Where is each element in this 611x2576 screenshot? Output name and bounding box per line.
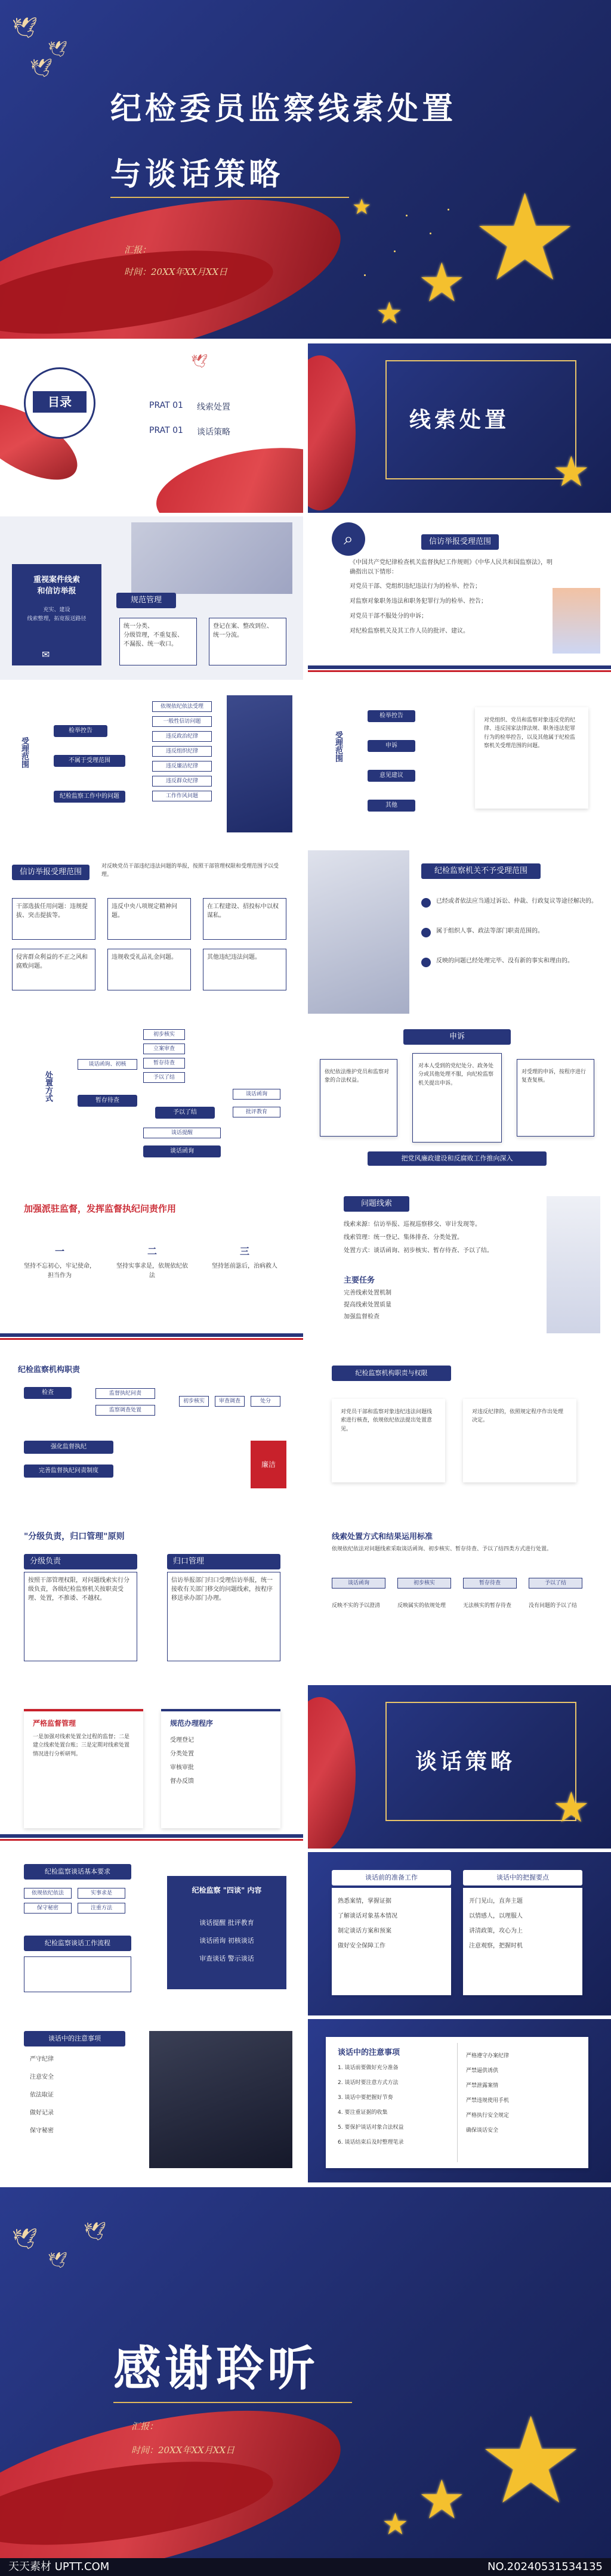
red-ribbon bbox=[308, 1697, 356, 1849]
s16-step: 暂存待查 bbox=[463, 1578, 517, 1589]
s12-sub-item: 完善线索处置机制 bbox=[344, 1290, 391, 1296]
s7-card: 违反中央八项规定精神问题。 bbox=[107, 898, 191, 940]
s12-sub-item: 提高线索处置质量 bbox=[344, 1302, 391, 1308]
s12-item: 线索管理：统一登记、集体排查、分类处置。 bbox=[344, 1234, 463, 1241]
s16-result: 反映不实的予以澄清 bbox=[332, 1603, 381, 1609]
s12-title: 问题线索 bbox=[344, 1196, 409, 1212]
s16-title: 线索处置方式和结果运用标准 bbox=[332, 1532, 433, 1541]
s17-right-item: 督办反馈 bbox=[170, 1778, 194, 1785]
s20-right-item: 讲清政策，攻心为上 bbox=[469, 1928, 523, 1934]
s5-item: 工作作风问题 bbox=[152, 791, 212, 801]
s22-right-item: 确保谈话安全 bbox=[466, 2128, 499, 2134]
s12-item: 处置方式：谈话函询、初步核实、暂存待查、予以了结。 bbox=[344, 1247, 493, 1254]
s7-title: 信访举报受理范围 bbox=[12, 865, 90, 880]
cover-slide bbox=[0, 0, 611, 339]
toc-item-1-label[interactable]: 线索处置 bbox=[197, 402, 230, 412]
toc-item-2-label[interactable]: 谈话策略 bbox=[197, 428, 230, 437]
s4-bullet-3: 对党员干部不服处分的申诉； bbox=[350, 613, 427, 620]
s5-item: 违反政治纪律 bbox=[152, 731, 212, 742]
ending-slide bbox=[0, 2187, 611, 2558]
s13-bar-1: 强化监督执纪 bbox=[24, 1441, 113, 1454]
s6-pill-1: 检举控告 bbox=[368, 710, 415, 722]
footer-site: 天天素材 UPTT.COM bbox=[8, 2560, 110, 2573]
gold-divider bbox=[113, 2402, 352, 2403]
s11-number-2: 二 bbox=[147, 1246, 157, 1257]
slide-15 bbox=[0, 1518, 303, 1682]
toc-item-2-num: PRAT 01 bbox=[149, 426, 183, 435]
s16-result: 反映属实的依规处理 bbox=[397, 1603, 446, 1609]
s5-item: 违反廉洁纪律 bbox=[152, 761, 212, 772]
s9-item: 立案审查 bbox=[143, 1044, 185, 1054]
s5-vert-label: 受理范围 bbox=[20, 737, 29, 768]
s20-left-item: 做好安全保障工作 bbox=[338, 1943, 385, 1949]
dove-icon: 🕊 bbox=[48, 41, 68, 58]
s10-left-text: 依纪依法维护党员和监察对象的合法权益。 bbox=[325, 1069, 390, 1084]
s5-pill-1: 检举控告 bbox=[54, 725, 107, 737]
envelope-icon: ✉ bbox=[42, 649, 50, 660]
bottom-bar bbox=[308, 665, 611, 669]
s3-box-2: 登记在案、整改到位、 统一分流。 bbox=[209, 618, 286, 665]
s6-desc: 对党组织、党员和监察对象违反党的纪律、违反国家法律法规、职务违法犯罪行为的检举控告，以及其他属于纪检监察机关受理范围的问题。 bbox=[484, 717, 576, 750]
slide-3 bbox=[0, 516, 303, 680]
s3-box-1: 统一分类、 分级管理，不重复报、 不漏报、统一收口。 bbox=[119, 618, 197, 665]
s8-title: 纪检监察机关不予受理范围 bbox=[421, 863, 541, 879]
s7-card: 其他违纪违法问题。 bbox=[203, 949, 286, 990]
red-ribbon bbox=[150, 435, 303, 513]
star-icon: ★ bbox=[553, 1783, 590, 1832]
s5-item: 违反组织纪律 bbox=[152, 746, 212, 757]
section1-slide bbox=[308, 343, 611, 513]
s13-node: 检查 bbox=[24, 1387, 72, 1399]
section2-slide bbox=[308, 1685, 611, 1849]
s8-item: 反映的问题已经处理完毕、没有新的事实和理由的。 bbox=[436, 958, 573, 964]
s9-pill-1: 谈话函询、初核 bbox=[78, 1059, 137, 1070]
s22-right-item: 严禁逼供诱供 bbox=[466, 2068, 499, 2074]
s14-title: 纪检监察机构职责与权限 bbox=[332, 1366, 451, 1381]
s17-title: 严格监督管理 bbox=[33, 1719, 76, 1727]
s22-left-item: 2. 谈话时要注意方式方法 bbox=[338, 2080, 399, 2086]
city-illustration bbox=[553, 588, 600, 654]
s17-right-item: 分类处置 bbox=[170, 1751, 194, 1757]
s10-bottom: 把党风廉政建设和反腐败工作推向深入 bbox=[368, 1151, 547, 1166]
search-icon: ⌕ bbox=[332, 522, 365, 556]
s11-title: 加强派驻监督，发挥监督执纪问责作用 bbox=[24, 1203, 177, 1214]
bottom-red-bar bbox=[0, 1338, 303, 1340]
s21-item: 做好记录 bbox=[30, 2110, 54, 2116]
s22-title: 谈话中的注意事项 bbox=[338, 2048, 400, 2057]
slide-7 bbox=[0, 850, 303, 1014]
cover-reporter: 汇报： bbox=[124, 244, 152, 255]
s22-right-item: 严禁违规使用手机 bbox=[466, 2098, 510, 2104]
s19-card-item: 审查谈话 警示谈话 bbox=[199, 1955, 254, 1962]
s16-desc: 依规依纪依法对问题线索采取谈话函询、初步核实、暂存待查、予以了结四类方式进行处置。 bbox=[332, 1546, 553, 1552]
s4-text: 《中国共产党纪律检查机关监督执纪工作规则》《中华人民共和国监察法》，明确指出以下情形： bbox=[350, 559, 553, 575]
s19-item: 依规依纪依法 bbox=[24, 1888, 72, 1899]
dove-icon: 🕊 bbox=[12, 16, 38, 40]
s4-bullet-4: 对纪检监察机关及其工作人员的批评、建议。 bbox=[350, 628, 469, 634]
slide-20 bbox=[308, 1852, 611, 2015]
s4-title: 信访举报受理范围 bbox=[421, 534, 499, 550]
s13-node: 初步核实 bbox=[179, 1396, 209, 1407]
s13-bar-2: 完善监督执纪问责制度 bbox=[24, 1465, 113, 1478]
dove-icon: 🕊 bbox=[12, 2227, 38, 2251]
s7-card: 违规收受礼品礼金问题。 bbox=[107, 949, 191, 990]
ending-reporter: 汇报： bbox=[131, 2421, 159, 2432]
section1-title: 线索处置 bbox=[409, 407, 510, 432]
section2-title: 谈话策略 bbox=[415, 1749, 516, 1774]
s6-pill-2: 申诉 bbox=[368, 740, 415, 752]
s17-text: 一是加强对线索处置全过程的监督；二是建立线索处置台账；三是定期对线索处置情况进行分析研判。 bbox=[33, 1734, 130, 1757]
s21-item: 依法取证 bbox=[30, 2092, 54, 2098]
s16-result: 没有问题的予以了结 bbox=[529, 1603, 578, 1609]
s17-right-item: 受理登记 bbox=[170, 1737, 194, 1744]
s5-pill-2: 不属于受理范围 bbox=[54, 755, 125, 767]
s20-t1: 谈话前的准备工作 bbox=[332, 1870, 451, 1885]
user-icon bbox=[421, 928, 431, 937]
bottom-red-bar bbox=[308, 670, 611, 672]
star-icon: ★ bbox=[382, 2507, 409, 2541]
sparkle bbox=[364, 274, 366, 276]
s11-text-1: 坚持不忘初心，牢记使命，担当作为 bbox=[24, 1263, 95, 1279]
dove-icon: 🕊 bbox=[48, 2252, 68, 2270]
s3-left-text: 充实、建设 线索整理，拓宽报送路径 bbox=[27, 607, 87, 623]
s20-right-item: 以情感人，以理服人 bbox=[469, 1913, 523, 1919]
s15-box2-title: 归口管理 bbox=[167, 1554, 280, 1569]
s19-flow-box bbox=[24, 1956, 131, 1992]
s9-pill-3: 予以了结 bbox=[155, 1107, 215, 1119]
s10-head: 申诉 bbox=[403, 1029, 511, 1045]
s22-left-item: 5. 要保护谈话对象合法权益 bbox=[338, 2125, 404, 2131]
s10-center-text: 对本人受到的党纪处分、政务处分或其他处理不服，向纪检监察机关提出申诉。 bbox=[418, 1063, 494, 1086]
slide-10 bbox=[308, 1017, 611, 1181]
s19-card-item: 谈话函询 初核谈话 bbox=[199, 1937, 254, 1945]
s7-card: 侵害群众利益的不正之风和腐败问题。 bbox=[12, 949, 95, 990]
s19-item: 实事求是 bbox=[78, 1888, 125, 1899]
s21-image bbox=[149, 2031, 292, 2168]
slide-14 bbox=[308, 1351, 611, 1515]
s9-item: 批评教育 bbox=[233, 1107, 280, 1117]
s5-pill-3: 纪检监察工作中的问题 bbox=[54, 791, 125, 803]
s12-sub-title: 主要任务 bbox=[344, 1276, 375, 1285]
s17-right-item: 审核审批 bbox=[170, 1764, 194, 1771]
cover-time: 时间：20XX年XX月XX日 bbox=[124, 267, 228, 277]
bottom-bar bbox=[0, 1834, 303, 1838]
s22-left-item: 1. 谈话前要做好充分准备 bbox=[338, 2065, 399, 2071]
s22-left-item: 3. 谈话中要把握好节奏 bbox=[338, 2095, 393, 2101]
s7-desc: 对反映党员干部违纪违法问题的举报，按照干部管理权限和受理范围予以受理。 bbox=[101, 863, 279, 878]
ending-title: 感谢聆听 bbox=[113, 2340, 319, 2397]
gold-divider bbox=[110, 197, 349, 198]
s7-card: 在工程建设、招投标中以权谋私。 bbox=[203, 898, 286, 940]
s11-text-2: 坚持实事求是，依规依纪依法 bbox=[116, 1263, 188, 1279]
s22-right-item: 严格遵守办案纪律 bbox=[466, 2053, 510, 2059]
sparkle bbox=[430, 233, 431, 234]
toc-item-1-num: PRAT 01 bbox=[149, 401, 183, 410]
slide-16 bbox=[308, 1518, 611, 1682]
s13-node: 监督执纪问责 bbox=[95, 1388, 155, 1399]
slide-5 bbox=[0, 683, 303, 847]
s13-node: 审查调查 bbox=[215, 1396, 245, 1407]
dove-icon: 🕊 bbox=[191, 354, 208, 369]
star-icon: ★ bbox=[477, 2392, 585, 2531]
s19-item: 注重方法 bbox=[78, 1903, 125, 1914]
s13-title: 纪检监察机构职责 bbox=[18, 1366, 81, 1374]
s20-left-item: 熟悉案情，掌握证据 bbox=[338, 1898, 391, 1905]
slide-6 bbox=[308, 683, 611, 847]
s21-item: 保守秘密 bbox=[30, 2128, 54, 2134]
s14-text-2: 对违反纪律的，依照规定程序作出处理决定。 bbox=[472, 1409, 564, 1424]
s22-right-item: 严禁泄露案情 bbox=[466, 2083, 499, 2089]
s9-item: 谈话函询 bbox=[233, 1089, 280, 1100]
s19-t2: 纪检监察谈话工作流程 bbox=[24, 1936, 131, 1951]
cover-title-line2: 与谈话策略 bbox=[110, 156, 284, 193]
sparkle bbox=[394, 250, 396, 252]
star-icon: ★ bbox=[352, 195, 372, 219]
dove-icon: 🕊 bbox=[84, 2221, 107, 2242]
s20-t2: 谈话中的把握要点 bbox=[463, 1870, 582, 1885]
ending-time: 时间：20XX年XX月XX日 bbox=[131, 2445, 235, 2456]
slide-9 bbox=[0, 1017, 303, 1181]
s4-bullet-1: 对党员干部、党组织违纪违法行为的检举、控告； bbox=[350, 583, 481, 590]
slide-17 bbox=[0, 1685, 303, 1849]
s5-item: 违反群众纪律 bbox=[152, 776, 212, 787]
s12-item: 线索来源：信访举报、巡视巡察移交、审计发现等。 bbox=[344, 1221, 481, 1228]
user-icon bbox=[421, 898, 431, 908]
bottom-red-bar bbox=[0, 1839, 303, 1841]
s15-box1-text: 按照干部管理权限，对问题线索实行分级负责，各级纪检监察机关按职责受理、处置，不推诿、不越权。 bbox=[24, 1572, 137, 1661]
s19-card-item: 谈话提醒 批评教育 bbox=[199, 1919, 254, 1927]
s22-left-item: 4. 要注重证据的收集 bbox=[338, 2110, 388, 2116]
slide-22 bbox=[308, 2019, 611, 2182]
star-icon: ★ bbox=[376, 296, 403, 330]
s19-item: 保守秘密 bbox=[24, 1903, 72, 1914]
s20-left-item: 了解谈话对象基本情况 bbox=[338, 1913, 397, 1919]
slide-12 bbox=[308, 1184, 611, 1348]
s9-pill-2: 暂存待查 bbox=[78, 1095, 137, 1107]
s16-step: 谈话函询 bbox=[332, 1578, 385, 1589]
toc-slide bbox=[0, 343, 303, 513]
s5-item: 一般性信访问题 bbox=[152, 716, 212, 727]
s21-item: 注意安全 bbox=[30, 2074, 54, 2080]
slide-8 bbox=[308, 850, 611, 1014]
s9-item: 予以了结 bbox=[143, 1072, 185, 1083]
user-icon bbox=[421, 958, 431, 967]
s21-item: 严守纪律 bbox=[30, 2056, 54, 2063]
s6-vert-label: 受理范围 bbox=[334, 731, 342, 762]
s9-item: 初步核实 bbox=[143, 1029, 185, 1040]
footer-code: NO.20240531534135 bbox=[487, 2560, 603, 2573]
s7-card: 干部选拔任用问题：违规提拔、突击提拔等。 bbox=[12, 898, 95, 940]
dove-icon: 🕊 bbox=[30, 58, 53, 79]
slide-4 bbox=[308, 516, 611, 680]
s9-pill-4: 谈话提醒 bbox=[143, 1128, 221, 1138]
s15-title: "分级负责，归口管理"原则 bbox=[24, 1532, 125, 1541]
s8-image bbox=[308, 850, 409, 1014]
sparkle bbox=[406, 215, 408, 216]
s15-box2-text: 信访举报部门归口受理信访举报，统一接收有关部门移交的问题线索，按程序移送承办部门办理。 bbox=[167, 1572, 280, 1661]
red-ribbon bbox=[308, 355, 356, 510]
s13-node: 处分 bbox=[251, 1396, 280, 1407]
s4-bullet-2: 对监察对象职务违法和职务犯罪行为的检举、控告； bbox=[350, 598, 487, 605]
s9-vert-label: 处置方式 bbox=[44, 1071, 53, 1102]
s15-box1-title: 分级负责 bbox=[24, 1554, 137, 1569]
s11-text-3: 坚持惩前毖后，治病救人 bbox=[212, 1263, 277, 1270]
s6-pill-4: 其他 bbox=[368, 800, 415, 812]
s8-item: 已经或者依法应当通过诉讼、仲裁、行政复议等途径解决的。 bbox=[436, 898, 597, 905]
toc-title: 目录 bbox=[33, 391, 87, 413]
s12-sub-item: 加强监督检查 bbox=[344, 1314, 379, 1320]
s20-right-item: 注意观察，把握时机 bbox=[469, 1943, 523, 1949]
s9-pill-5: 谈话函询 bbox=[143, 1145, 221, 1157]
s20-right-item: 开门见山，直奔主题 bbox=[469, 1898, 523, 1905]
s5-image bbox=[227, 695, 292, 832]
s21-t1: 谈话中的注意事项 bbox=[24, 2031, 125, 2046]
s3-left-title: 重视案件线索 和信访举报 bbox=[33, 575, 80, 596]
star-icon: ★ bbox=[471, 169, 579, 308]
s5-item: 依规依纪依法受理 bbox=[152, 701, 212, 712]
book-spine bbox=[457, 2043, 458, 2162]
slide-13 bbox=[0, 1351, 303, 1515]
s6-pill-3: 意见建议 bbox=[368, 770, 415, 782]
cover-title-line1: 纪检委员监察线索处置 bbox=[110, 91, 457, 127]
slide-21 bbox=[0, 2019, 303, 2182]
s19-t1: 纪检监察谈话基本要求 bbox=[24, 1864, 131, 1880]
sparkle bbox=[448, 209, 449, 210]
star-icon: ★ bbox=[553, 447, 590, 496]
watermark-footer bbox=[0, 2558, 611, 2576]
s3-manage-title: 规范管理 bbox=[116, 593, 176, 608]
s10-right-text: 对受理的申诉，按程序进行复查复核。 bbox=[521, 1069, 587, 1084]
s13-red-block: 廉洁 bbox=[251, 1441, 286, 1488]
star-icon: ★ bbox=[418, 252, 466, 314]
s9-item: 暂存待查 bbox=[143, 1058, 185, 1069]
s22-right-item: 严格执行安全规定 bbox=[466, 2113, 510, 2119]
s13-node: 监察调查处置 bbox=[95, 1405, 155, 1416]
s11-number-3: 三 bbox=[239, 1246, 249, 1257]
s17-right-title: 规范办理程序 bbox=[170, 1719, 214, 1727]
s12-side-panel bbox=[547, 1196, 600, 1333]
star-icon: ★ bbox=[418, 2469, 466, 2531]
s16-step: 初步核实 bbox=[397, 1578, 451, 1589]
s3-image bbox=[131, 522, 292, 594]
s22-left-item: 6. 谈话结束后及时整理笔录 bbox=[338, 2140, 404, 2145]
s11-number-1: 一 bbox=[54, 1246, 64, 1257]
slide-11 bbox=[0, 1184, 303, 1348]
bottom-bar bbox=[0, 1333, 303, 1337]
s19-card-title: 纪检监察 "四谈" 内容 bbox=[192, 1886, 262, 1894]
slide-19 bbox=[0, 1852, 303, 2015]
s14-text-1: 对党员干部和监察对象违纪违法问题线索进行核查，依规依纪依法提出处置意见。 bbox=[341, 1409, 433, 1432]
s20-left-item: 制定谈话方案和预案 bbox=[338, 1928, 391, 1934]
s16-step: 予以了结 bbox=[529, 1578, 582, 1589]
s8-item: 属于组织人事、政法等部门职责范围的。 bbox=[436, 928, 544, 934]
s16-result: 无法核实的暂存待查 bbox=[463, 1603, 512, 1609]
